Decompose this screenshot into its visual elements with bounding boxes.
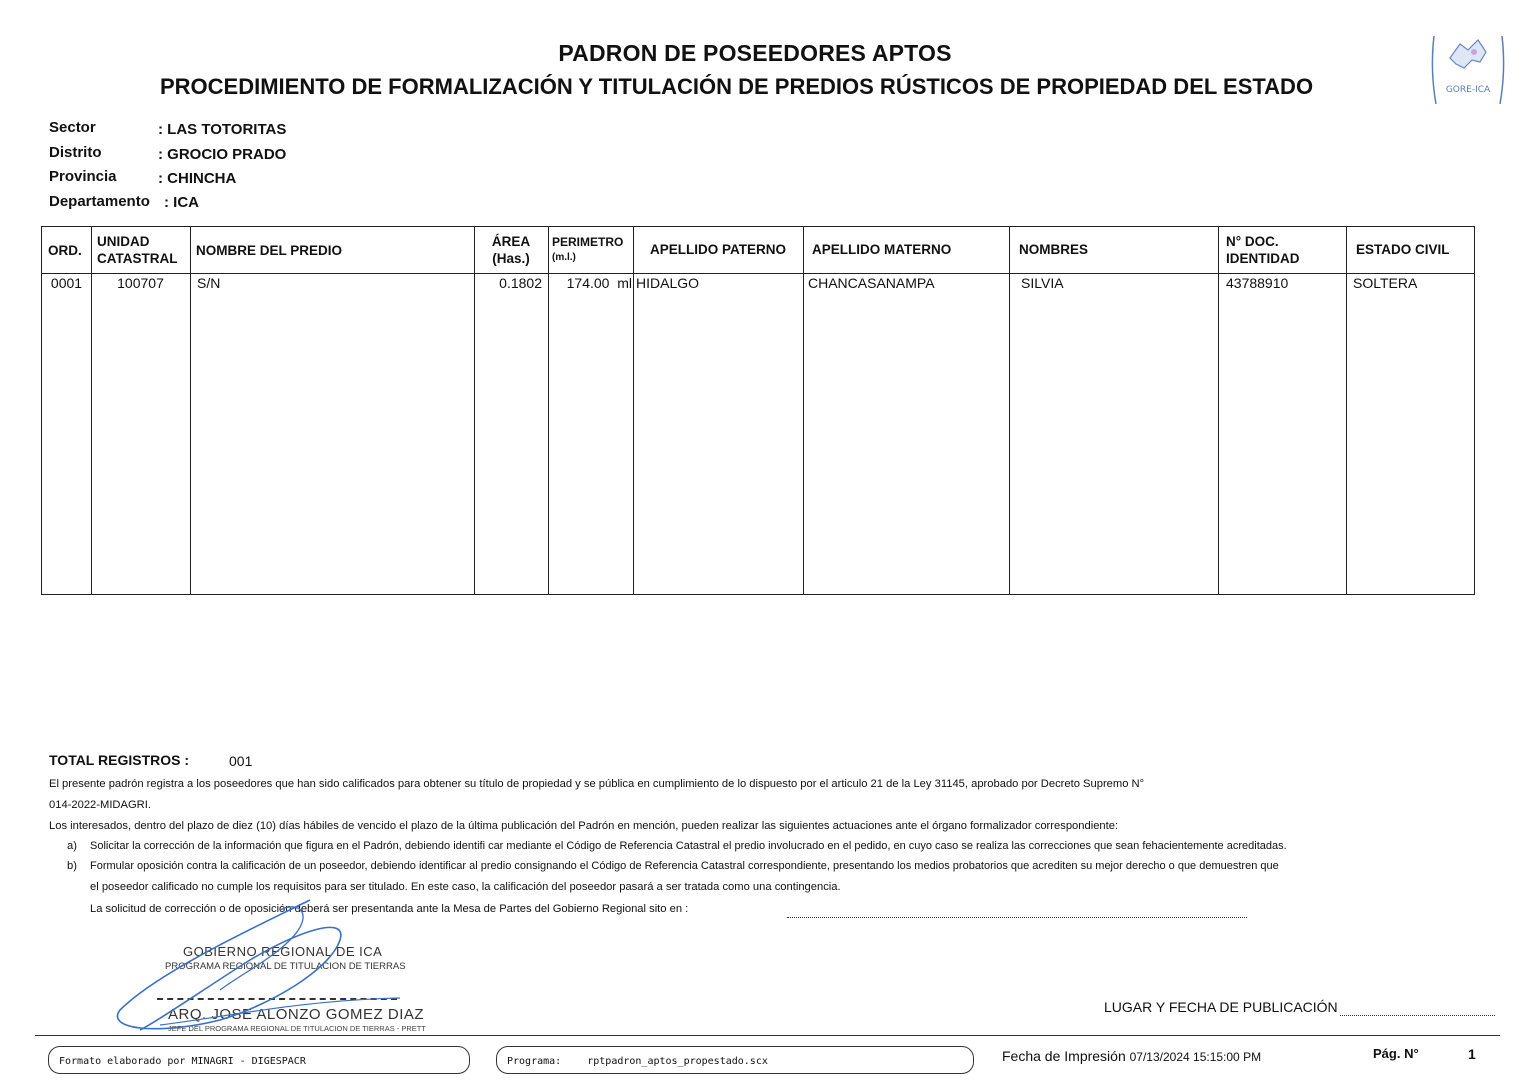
header-area-line2: (Has.) xyxy=(492,251,530,266)
poseedores-table xyxy=(41,226,1475,595)
print-date-label: Fecha de Impresión xyxy=(1002,1048,1126,1064)
format-text: Formato elaborado por MINAGRI - DIGESPACR xyxy=(59,1056,306,1067)
print-date-value: 07/13/2024 15:15:00 PM xyxy=(1129,1050,1262,1064)
column-divider xyxy=(190,227,191,594)
cell-apellido-paterno: HIDALGO xyxy=(636,275,700,291)
total-registros-value: 001 xyxy=(229,753,253,769)
footer-divider xyxy=(35,1035,1500,1036)
legal-paragraph-1-line1: El presente padrón registra a los poseedores que han sido calificados para obtener su título de propiedad y se pública en cumplimiento de lo dispuesto por el articulo 21 de la Ley 31145, aprobado por Decreto Supremo N° xyxy=(49,778,1145,790)
header-nombre-predio: NOMBRE DEL PREDIO xyxy=(196,243,343,258)
header-perimetro xyxy=(548,227,633,273)
cell-apellido-materno: CHANCASANAMPA xyxy=(808,275,935,291)
legal-paragraph-1-line2: 014-2022-MIDAGRI. xyxy=(49,799,151,811)
header-perimetro-line1: PERIMETRO xyxy=(552,235,624,249)
cell-area: 0.1802 xyxy=(499,275,542,291)
page-label: Pág. N° xyxy=(1373,1046,1419,1061)
gore-ica-logo xyxy=(1428,30,1508,110)
item-b-line1: Formular oposición contra la calificación de un poseedor, debiendo identificar al predio consignando el Código de Referencia Catastral correspondiente, presentando los medios probatorios que acrediten su mejor derecho o que demuestren que xyxy=(90,860,1279,872)
program-box xyxy=(496,1046,974,1074)
program-label: Programa: xyxy=(507,1056,562,1067)
header-ord: ORD. xyxy=(48,243,82,258)
signature-program: PROGRAMA REGIONAL DE TITULACION DE TIERRAS xyxy=(165,961,406,972)
item-b-marker: b) xyxy=(67,860,77,872)
provincia-value: : CHINCHA xyxy=(158,170,237,187)
program-value: rptpadron_aptos_propestado.scx xyxy=(587,1056,768,1067)
format-box xyxy=(48,1046,470,1074)
page-number: 1 xyxy=(1468,1046,1476,1062)
header-unidad-line1: UNIDAD xyxy=(97,234,150,249)
header-doc-line1: N° DOC. xyxy=(1226,234,1279,249)
print-date xyxy=(1002,1048,1261,1064)
header-apellido-materno: APELLIDO MATERNO xyxy=(812,242,952,257)
header-nombres: NOMBRES xyxy=(1019,242,1089,257)
departamento-value: : ICA xyxy=(164,194,199,211)
header-unidad-catastral xyxy=(91,227,190,273)
distrito-value: : GROCIO PRADO xyxy=(158,146,287,163)
header-area-line1: ÁREA xyxy=(491,234,531,249)
logo-text: GORE-ICA xyxy=(1445,85,1491,95)
cell-unidad-catastral: 100707 xyxy=(117,275,164,291)
header-doc-line2: IDENTIDAD xyxy=(1226,251,1300,266)
cell-nombres: SILVIA xyxy=(1021,275,1064,291)
signature-role: JEFE DEL PROGRAMA REGIONAL DE TITULACION DE TIERRAS - PRETT xyxy=(168,1024,426,1033)
cell-perimetro: 174.00 ml xyxy=(566,275,632,291)
header-estado-civil: ESTADO CIVIL xyxy=(1356,242,1450,257)
header-perimetro-line2: (m.l.) xyxy=(552,252,576,263)
header-unidad-line2: CATASTRAL xyxy=(97,251,178,266)
cell-doc-identidad: 43788910 xyxy=(1226,275,1289,291)
provincia-label: Provincia xyxy=(49,168,117,185)
sector-label: Sector xyxy=(49,119,96,136)
cell-nombre-predio: S/N xyxy=(197,275,221,291)
handwritten-signature xyxy=(100,880,440,1040)
document-subtitle: PROCEDIMIENTO DE FORMALIZACIÓN Y TITULACIÓN DE PREDIOS RÚSTICOS DE PROPIEDAD DEL ESTADO xyxy=(160,74,1314,99)
header-divider xyxy=(42,273,1474,274)
legal-paragraph-2: Los interesados, dentro del plazo de diez (10) días hábiles de vencido el plazo de la última publicación del Padrón en mención, pueden realizar las siguientes actuaciones ante el órgano formalizador correspondiente: xyxy=(49,820,1119,832)
item-a-text: Solicitar la corrección de la información que figura en el Padrón, debiendo identifi car mediante el Código de Referencia Catastral el predio involucrado en el pedido, en cuyo caso se realiza las correcciones que sean fehacientemente acreditadas. xyxy=(90,840,1287,852)
distrito-label: Distrito xyxy=(49,144,102,161)
header-apellido-paterno: APELLIDO PATERNO xyxy=(649,242,786,257)
signature-name: ARQ. JOSE ALONZO GOMEZ DIAZ xyxy=(168,1006,425,1023)
signature-org: GOBIERNO REGIONAL DE ICA xyxy=(183,944,383,959)
header-doc-identidad xyxy=(1218,227,1346,273)
item-b-line2: el poseedor calificado no cumple los requisitos para ser titulado. En este caso, la calificación del poseedor pasará a ser tratada como una contingencia. xyxy=(90,881,841,893)
cell-ord: 0001 xyxy=(50,275,83,291)
header-area xyxy=(474,227,548,273)
correction-address-blank xyxy=(787,917,1247,918)
departamento-label: Departamento xyxy=(49,193,150,210)
correction-note: La solicitud de corrección o de oposición deberá ser presentanda ante la Mesa de Partes del Gobierno Regional sito en : xyxy=(90,903,689,915)
total-registros-label: TOTAL REGISTROS : xyxy=(49,752,190,768)
cell-estado-civil: SOLTERA xyxy=(1353,275,1418,291)
sector-value: : LAS TOTORITAS xyxy=(158,121,287,138)
publication-label: LUGAR Y FECHA DE PUBLICACIÓN xyxy=(1104,999,1338,1015)
item-a-marker: a) xyxy=(67,840,77,852)
document-title: PADRON DE POSEEDORES APTOS xyxy=(558,40,952,66)
publication-blank xyxy=(1340,1015,1495,1016)
